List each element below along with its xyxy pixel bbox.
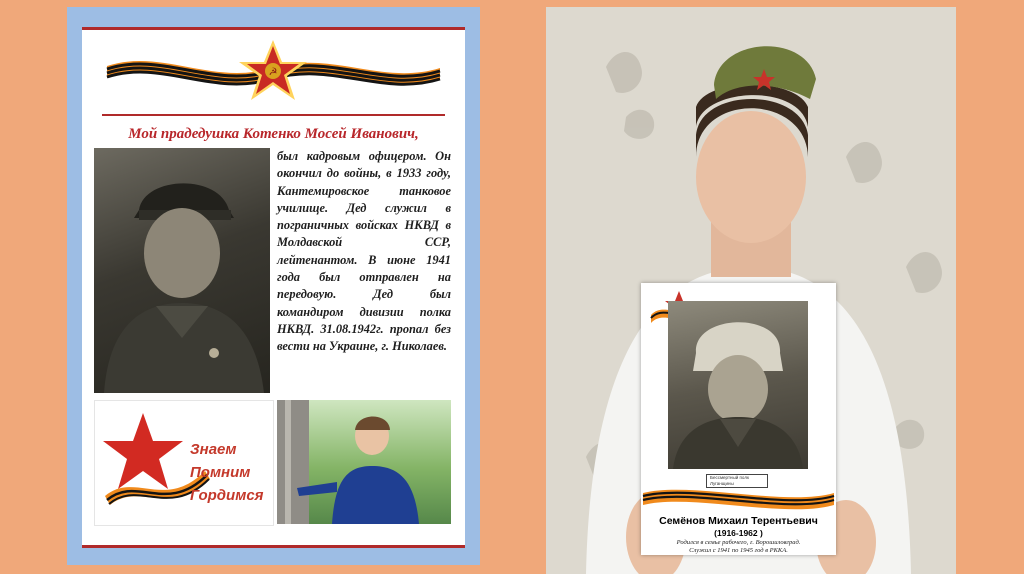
memorial-poster: [67, 7, 480, 565]
motto-line-1: Знаем: [190, 441, 237, 458]
officer-portrait-photo: [94, 148, 270, 393]
motto-line-3: Гордимся: [190, 487, 264, 504]
poster-content: [82, 27, 465, 548]
boy-with-portrait-photo: [546, 7, 956, 574]
motto-emblem: [94, 400, 274, 526]
biography-text: был кадровым офицером. Он окончил до войны, в 1933 году, Кантемировское танковое училище. Дед служил в пограничных войсках НКВД в Молдавской ССР, лейтенантом. В июне 1941 года был отправлен на передовую. Дед был командиром дивизии полка НКВД. 31.08.1942г. пропал без вести на Украине, г. Николаев.: [277, 149, 451, 354]
veteran-portrait-photo: [668, 301, 808, 469]
st-george-ribbon-banner: [102, 38, 445, 108]
poster-heading: Мой прадедушка Котенко Мосей Иванович,: [128, 126, 419, 142]
red-star-icon: [103, 413, 183, 489]
veteran-description: [647, 539, 830, 555]
card-ribbon-icon: [641, 483, 836, 513]
veteran-years: (1916-1962 ): [714, 528, 763, 538]
immortal-regiment-portrait: [641, 283, 836, 555]
header-divider: [102, 114, 445, 116]
veteran-description-line-2: Служил с 1941 по 1945 год в РККА.: [689, 547, 788, 554]
svg-text:☭: ☭: [268, 67, 278, 78]
immortal-regiment-logo: Бессмертный полк Луганщины: [706, 474, 768, 488]
veteran-description-line-1: Родился в семье рабочего, г. Ворошиловград.: [676, 539, 801, 546]
veteran-name: Семёнов Михаил Терентьевич: [659, 515, 818, 527]
motto-line-2: Помним: [190, 464, 251, 481]
boy-photo-park: [277, 400, 451, 524]
